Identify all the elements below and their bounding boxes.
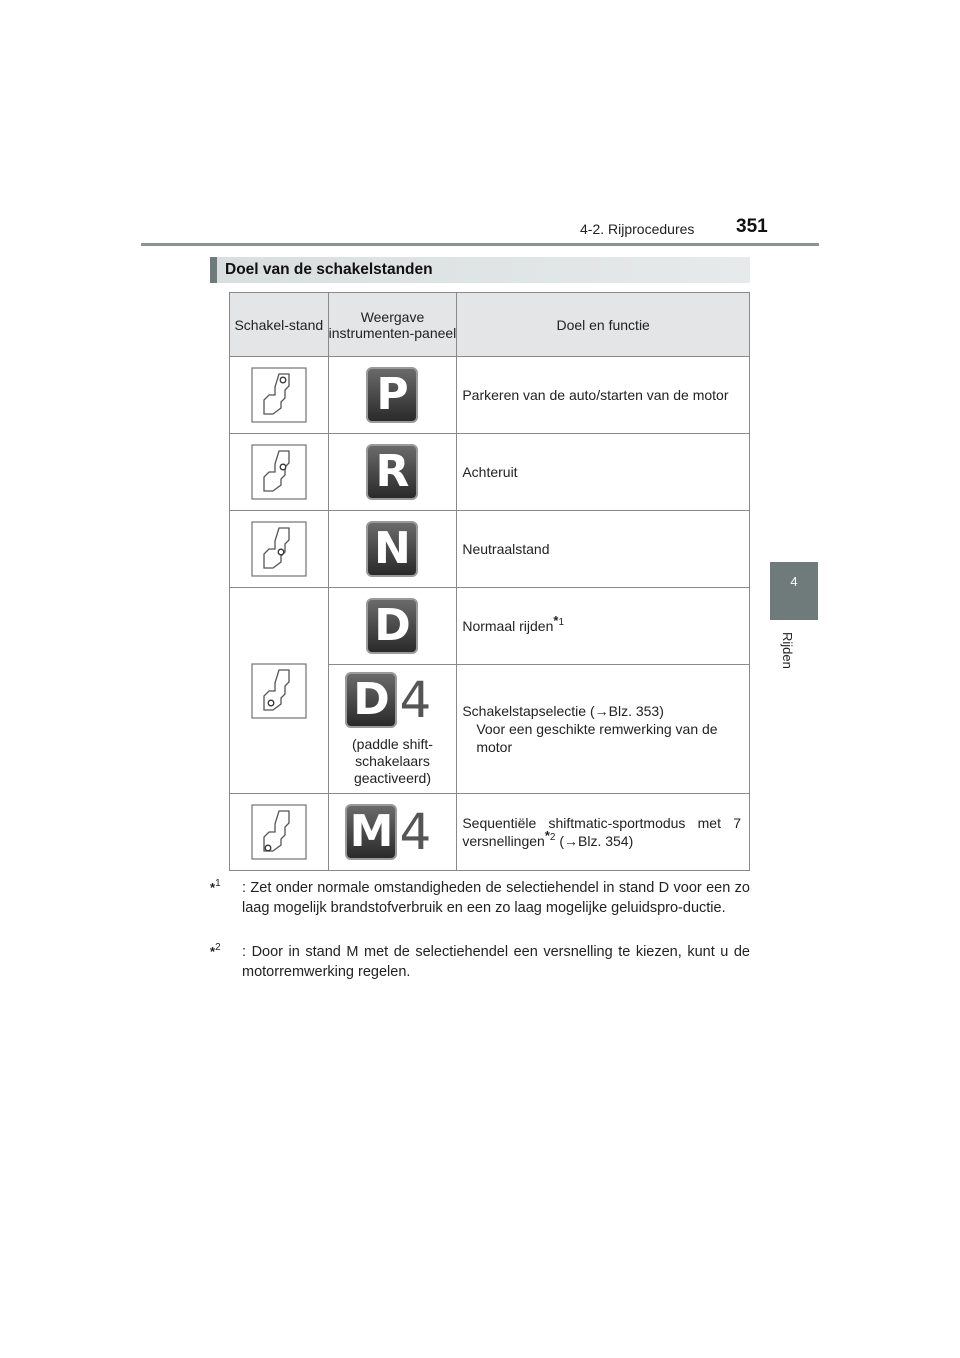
table-header-row (230, 293, 750, 357)
function-cell (457, 665, 750, 794)
gear-number: 4 (399, 803, 432, 861)
function-cell: Neutraalstand (457, 511, 750, 588)
function-cell: Achteruit (457, 434, 750, 511)
indicator-d-tile: D (345, 672, 397, 728)
footnote-ref: *1 (553, 613, 564, 629)
indicator-n: N (366, 521, 418, 577)
indicator-cell (328, 588, 457, 665)
function-subtext: Voor een geschikte remwerking van de motor (476, 721, 718, 755)
gear-number: 4 (399, 670, 432, 729)
shift-gate-d-icon (251, 663, 307, 719)
gate-cell (230, 357, 329, 434)
indicator-cell (328, 511, 457, 588)
indicator-p: P (366, 367, 418, 423)
chapter-tab (770, 562, 818, 620)
footnote-text: : Zet onder normale omstandigheden de selectiehendel in stand D voor een zo laag mogelijk brandstofverbruik en een zo laag mogelijke geluidspro-ductie. (242, 880, 750, 916)
footnote-ref: *2 (544, 828, 556, 844)
column-header-function: Doel en functie (457, 293, 750, 357)
indicator-d4 (329, 672, 457, 728)
table-row (230, 434, 750, 511)
indicator-d: D (366, 598, 418, 654)
indicator-r: R (366, 444, 418, 500)
chapter-tab-number: 4 (790, 574, 798, 589)
gate-cell (230, 434, 329, 511)
indicator-cell (328, 665, 457, 794)
indicator-m-tile: M (345, 804, 397, 860)
table-row (230, 357, 750, 434)
paddle-shift-note: (paddle shift-schakelaars geactiveerd) (352, 735, 433, 786)
shift-gate-n-icon (251, 521, 307, 577)
shift-position-table (229, 292, 750, 871)
gate-cell (230, 794, 329, 871)
function-cell: Parkeren van de auto/starten van de motor (457, 357, 750, 434)
shift-gate-p-icon (251, 367, 307, 423)
table-row (230, 511, 750, 588)
footnote-text: : Door in stand M met de selectiehendel een versnelling te kiezen, kunt u de motorremwerking regelen. (242, 944, 750, 980)
gate-cell (230, 511, 329, 588)
section-heading: Doel van de schakelstanden (210, 257, 750, 283)
table-row (230, 588, 750, 665)
shift-gate-r-icon (251, 444, 307, 500)
indicator-m4 (329, 804, 457, 860)
chapter-tab-label: Rijden (780, 632, 795, 669)
header-divider (141, 243, 819, 246)
shift-gate-m-icon (251, 804, 307, 860)
footnote-1: *$^1$ : Zet onder normale omstandigheden de selectiehendel in stand D voor een zo laag mogelijk brandstofverbruik en een zo laag mogelijke geluidspro-ductie. (210, 878, 750, 916)
footnote-2: *$^2$ : Door in stand M met de selectiehendel een versnelling te kiezen, kunt u de motorremwerking regelen. (210, 942, 750, 980)
function-text: Sequentiële shiftmatic-sportmodus met 7 versnellingen (462, 815, 741, 849)
header-section-title: 4-2. Rijprocedures (580, 221, 695, 237)
page-number: 351 (736, 216, 768, 237)
function-cell (457, 794, 750, 871)
column-header-position: Schakel-stand (230, 293, 329, 357)
function-text: Schakelstapselectie (→Blz. 353) (462, 703, 664, 719)
function-text-ref: (→Blz. 354) (555, 833, 634, 849)
function-text: Normaal rijden (462, 618, 554, 634)
table-row (230, 794, 750, 871)
indicator-cell (328, 434, 457, 511)
function-cell (457, 588, 750, 665)
indicator-cell (328, 794, 457, 871)
column-header-display: Weergave instrumenten-paneel (328, 293, 457, 357)
indicator-cell (328, 357, 457, 434)
gate-cell (230, 588, 329, 794)
